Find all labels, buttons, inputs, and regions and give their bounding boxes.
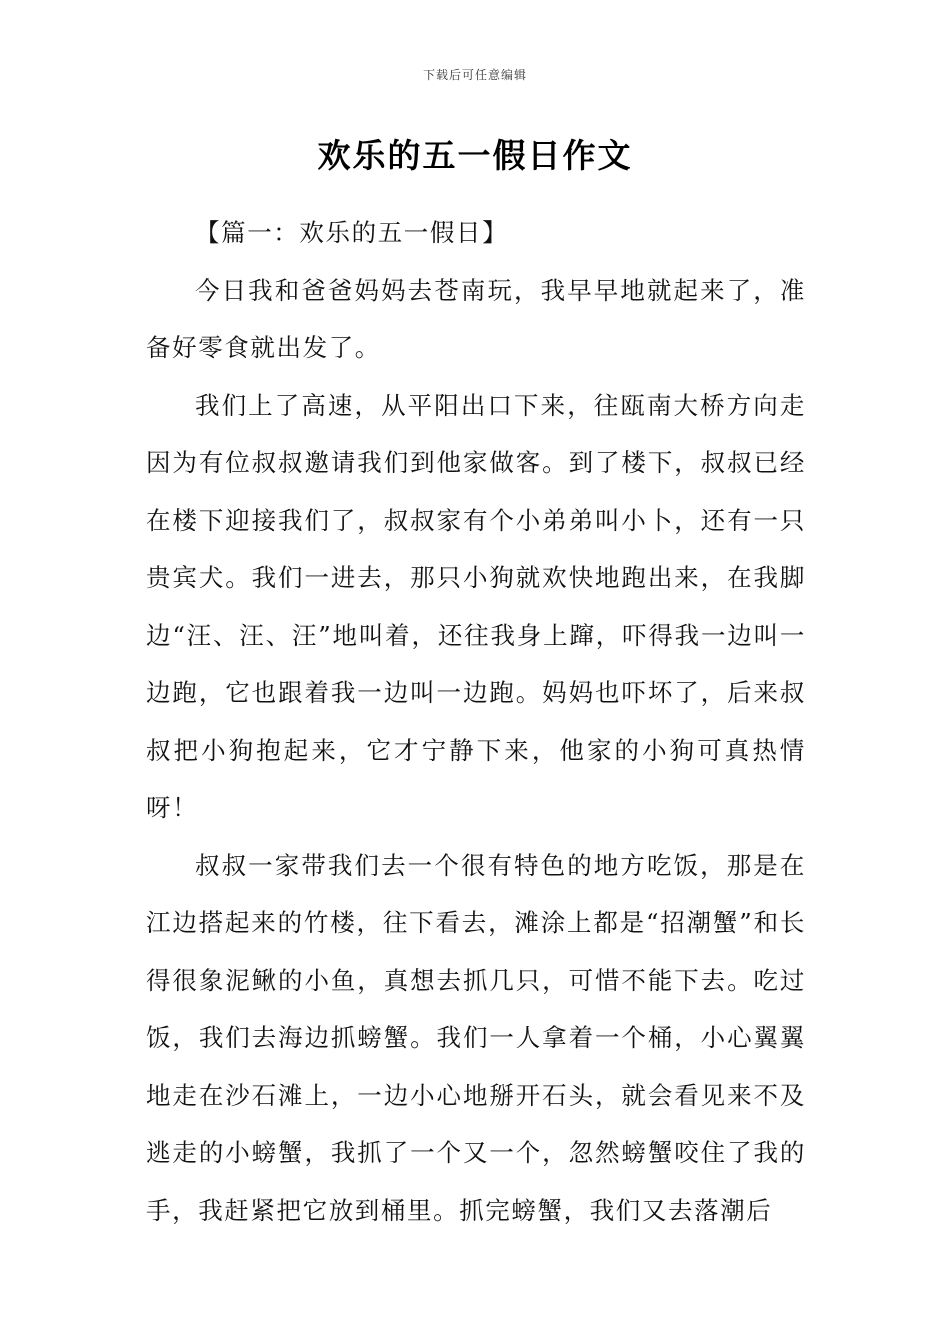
document-body xyxy=(146,204,806,1239)
page-title: 欢乐的五一假日作文 xyxy=(317,136,633,175)
section-title: 【篇一：欢乐的五一假日】 xyxy=(195,218,509,247)
header-note: 下载后可任意编辑 xyxy=(422,68,527,82)
paragraph: 今日我和爸爸妈妈去苍南玩，我早早地就起来了，准备好零食就出发了。 xyxy=(146,275,806,362)
paragraph: 叔叔一家带我们去一个很有特色的地方吃饭，那是在江边搭起来的竹楼，往下看去，滩涂上都是“招潮蟹”和长得很象泥鳅的小鱼，真想去抓几只，可惜不能下去。吃过饭，我们去海边抓螃蟹。我们一人拿着一个桶，小心翼翼地走在沙石滩上，一边小心地掰开石头，就会看见来不及逃走的小螃蟹，我抓了一个又一个，忽然螃蟹咬住了我的手，我赶紧把它放到桶里。抓完螃蟹，我们又去落潮后 xyxy=(146,850,806,1225)
paragraph: 我们上了高速，从平阳出口下来，往瓯南大桥方向走因为有位叔叔邀请我们到他家做客。到了楼下，叔叔已经在楼下迎接我们了，叔叔家有个小弟弟叫小卜，还有一只贵宾犬。我们一进去，那只小狗就欢快地跑出来，在我脚边“汪、汪、汪”地叫着，还往我身上蹿，吓得我一边叫一边跑，它也跟着我一边叫一边跑。妈妈也吓坏了，后来叔叔把小狗抱起来，它才宁静下来，他家的小狗可真热情呀！ xyxy=(146,390,806,822)
